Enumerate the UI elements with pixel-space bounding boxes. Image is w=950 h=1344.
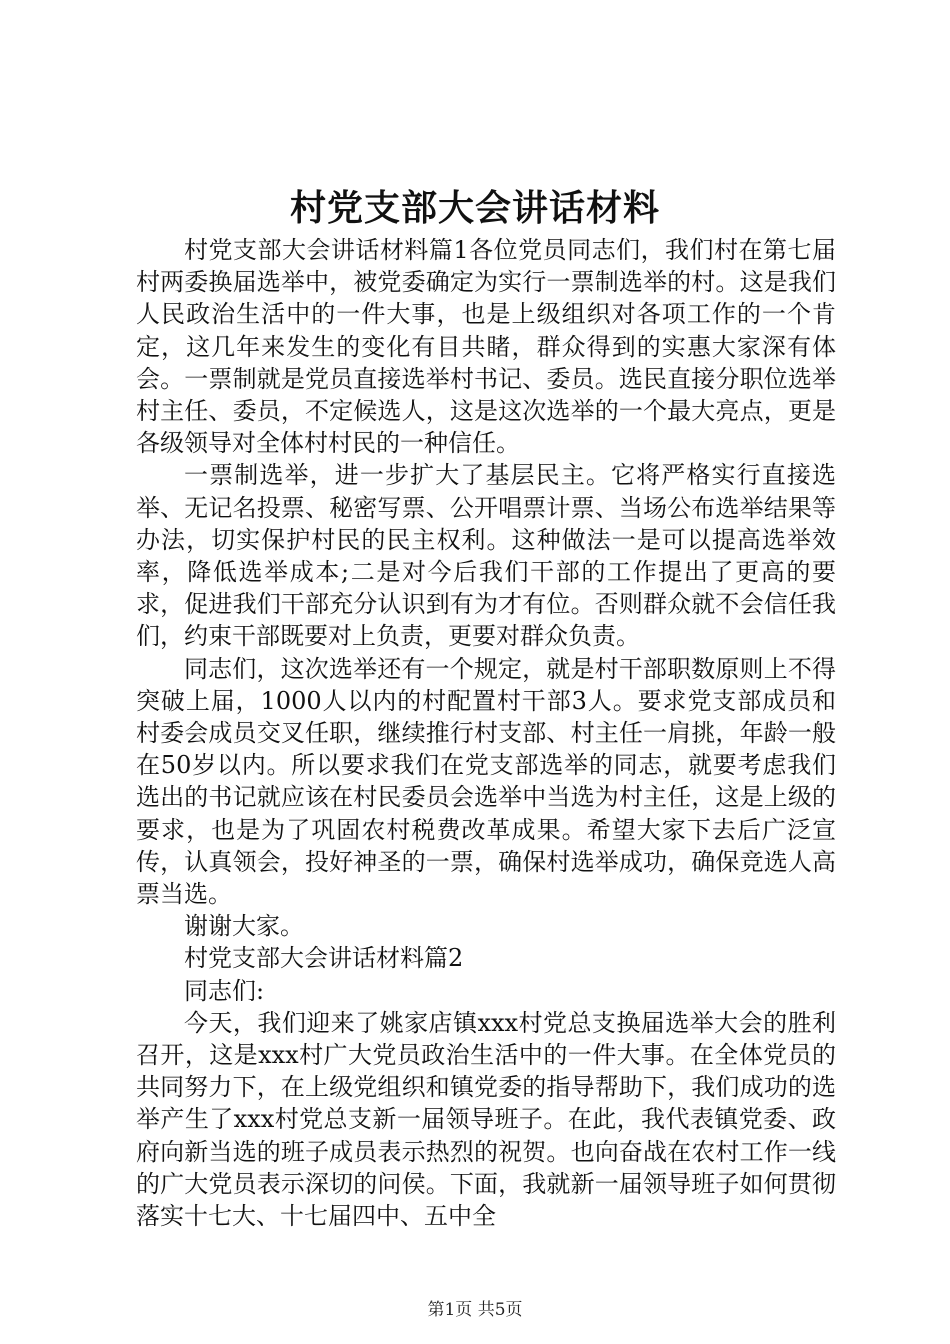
document-title: 村党支部大会讲话材料 (289, 187, 660, 229)
document-body (136, 234, 836, 1232)
section-heading: 村党支部大会讲话材料篇2 (184, 944, 464, 973)
paragraph: 村党支部大会讲话材料篇1各位党员同志们，我们村在第七届村两委换届选举中，被党委确定为实行一票制选举的村。这是我们人民政治生活中的一件大事，也是上级组织对各项工作的一个肯定，这几年来发生的变化有目共睹，群众得到的实惠大家深有体会。一票制就是党员直接选举村书记、委员。选民直接分职位选举村主任、委员，不定候选人，这是这次选举的一个最大亮点，更是各级领导对全体村村民的一种信任。 (136, 236, 836, 458)
page-footer: 第1页 共5页 (427, 1300, 523, 1320)
paragraph: 一票制选举，进一步扩大了基层民主。它将严格实行直接选举、无记名投票、秘密写票、公开唱票计票、当场公布选举结果等办法，切实保护村民的民主权利。这种做法一是可以提高选举效率，降低选举成本;二是对今后我们干部的工作提出了更高的要求，促进我们干部充分认识到有为才有位。否则群众就不会信任我们，约束干部既要对上负责，更要对群众负责。 (136, 461, 836, 651)
paragraph: 谢谢大家。 (184, 912, 304, 941)
paragraph: 同志们，这次选举还有一个规定，就是村干部职数原则上不得突破上届，1000人以内的村配置村干部3人。要求党支部成员和村委会成员交叉任职，继续推行村支部、村主任一肩挑，年龄一般在50岁以内。所以要求我们在党支部选举的同志，就要考虑我们选出的书记就应该在村民委员会选举中当选为村主任，这是上级的要求，也是为了巩固农村税费改革成果。希望大家下去后广泛宣传，认真领会，投好神圣的一票，确保村选举成功，确保竞选人高票当选。 (136, 654, 836, 909)
salutation: 同志们: (184, 976, 265, 1005)
paragraph: 今天，我们迎来了姚家店镇xxx村党总支换届选举大会的胜利召开，这是xxx村广大党员政治生活中的一件大事。在全体党员的共同努力下，在上级党组织和镇党委的指导帮助下，我们成功的选举产生了xxx村党总支新一届领导班子。在此，我代表镇党委、政府向新当选的班子成员表示热烈的祝贺。也向奋战在农村工作一线的广大党员表示深切的问侯。下面，我就新一届领导班子如何贯彻落实十七大、十七届四中、五中全 (136, 1008, 836, 1231)
